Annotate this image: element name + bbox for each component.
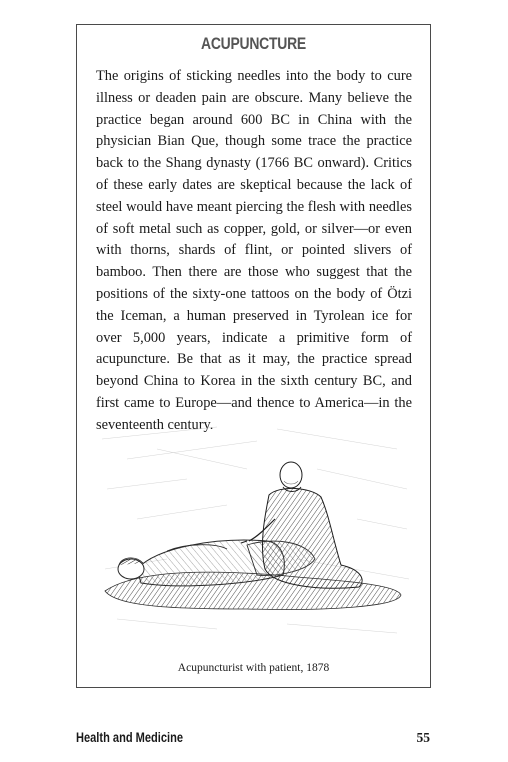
sidebar-title: ACUPUNCTURE <box>201 34 306 53</box>
footer-section-title: Health and Medicine <box>76 730 184 745</box>
sidebar-box <box>76 24 431 688</box>
illustration-caption: Acupuncturist with patient, 1878 <box>177 662 330 674</box>
page-footer <box>0 730 508 750</box>
acupuncture-illustration <box>97 419 413 644</box>
sidebar-body-text: The origins of sticking needles into the body to cure illness or deaden pain are obscure. Many believe the practice began around 600 BC in China with the physician Bian Que, though some trace the practice back to the Shang dynasty (1766 BC onward). Critics of these early dates are skeptical because the lack of steel would have meant piercing the flesh with needles of soft metal such as copper, gold, or silver—or even with thorns, shards of flint, or pointed slivers of bamboo. Then there are those who suggest that the positions of the sixty-one tattoos on the body of Ötzi the Iceman, a human preserved in Tyrolean ice for over 5,000 years, indicate a primitive form of acupuncture. Be that as it may, the practice spread beyond China to Korea in the sixth century BC, and first came to Europe—and thence to America—in the seventeenth century. <box>96 68 412 433</box>
page-number: 55 <box>416 730 430 745</box>
